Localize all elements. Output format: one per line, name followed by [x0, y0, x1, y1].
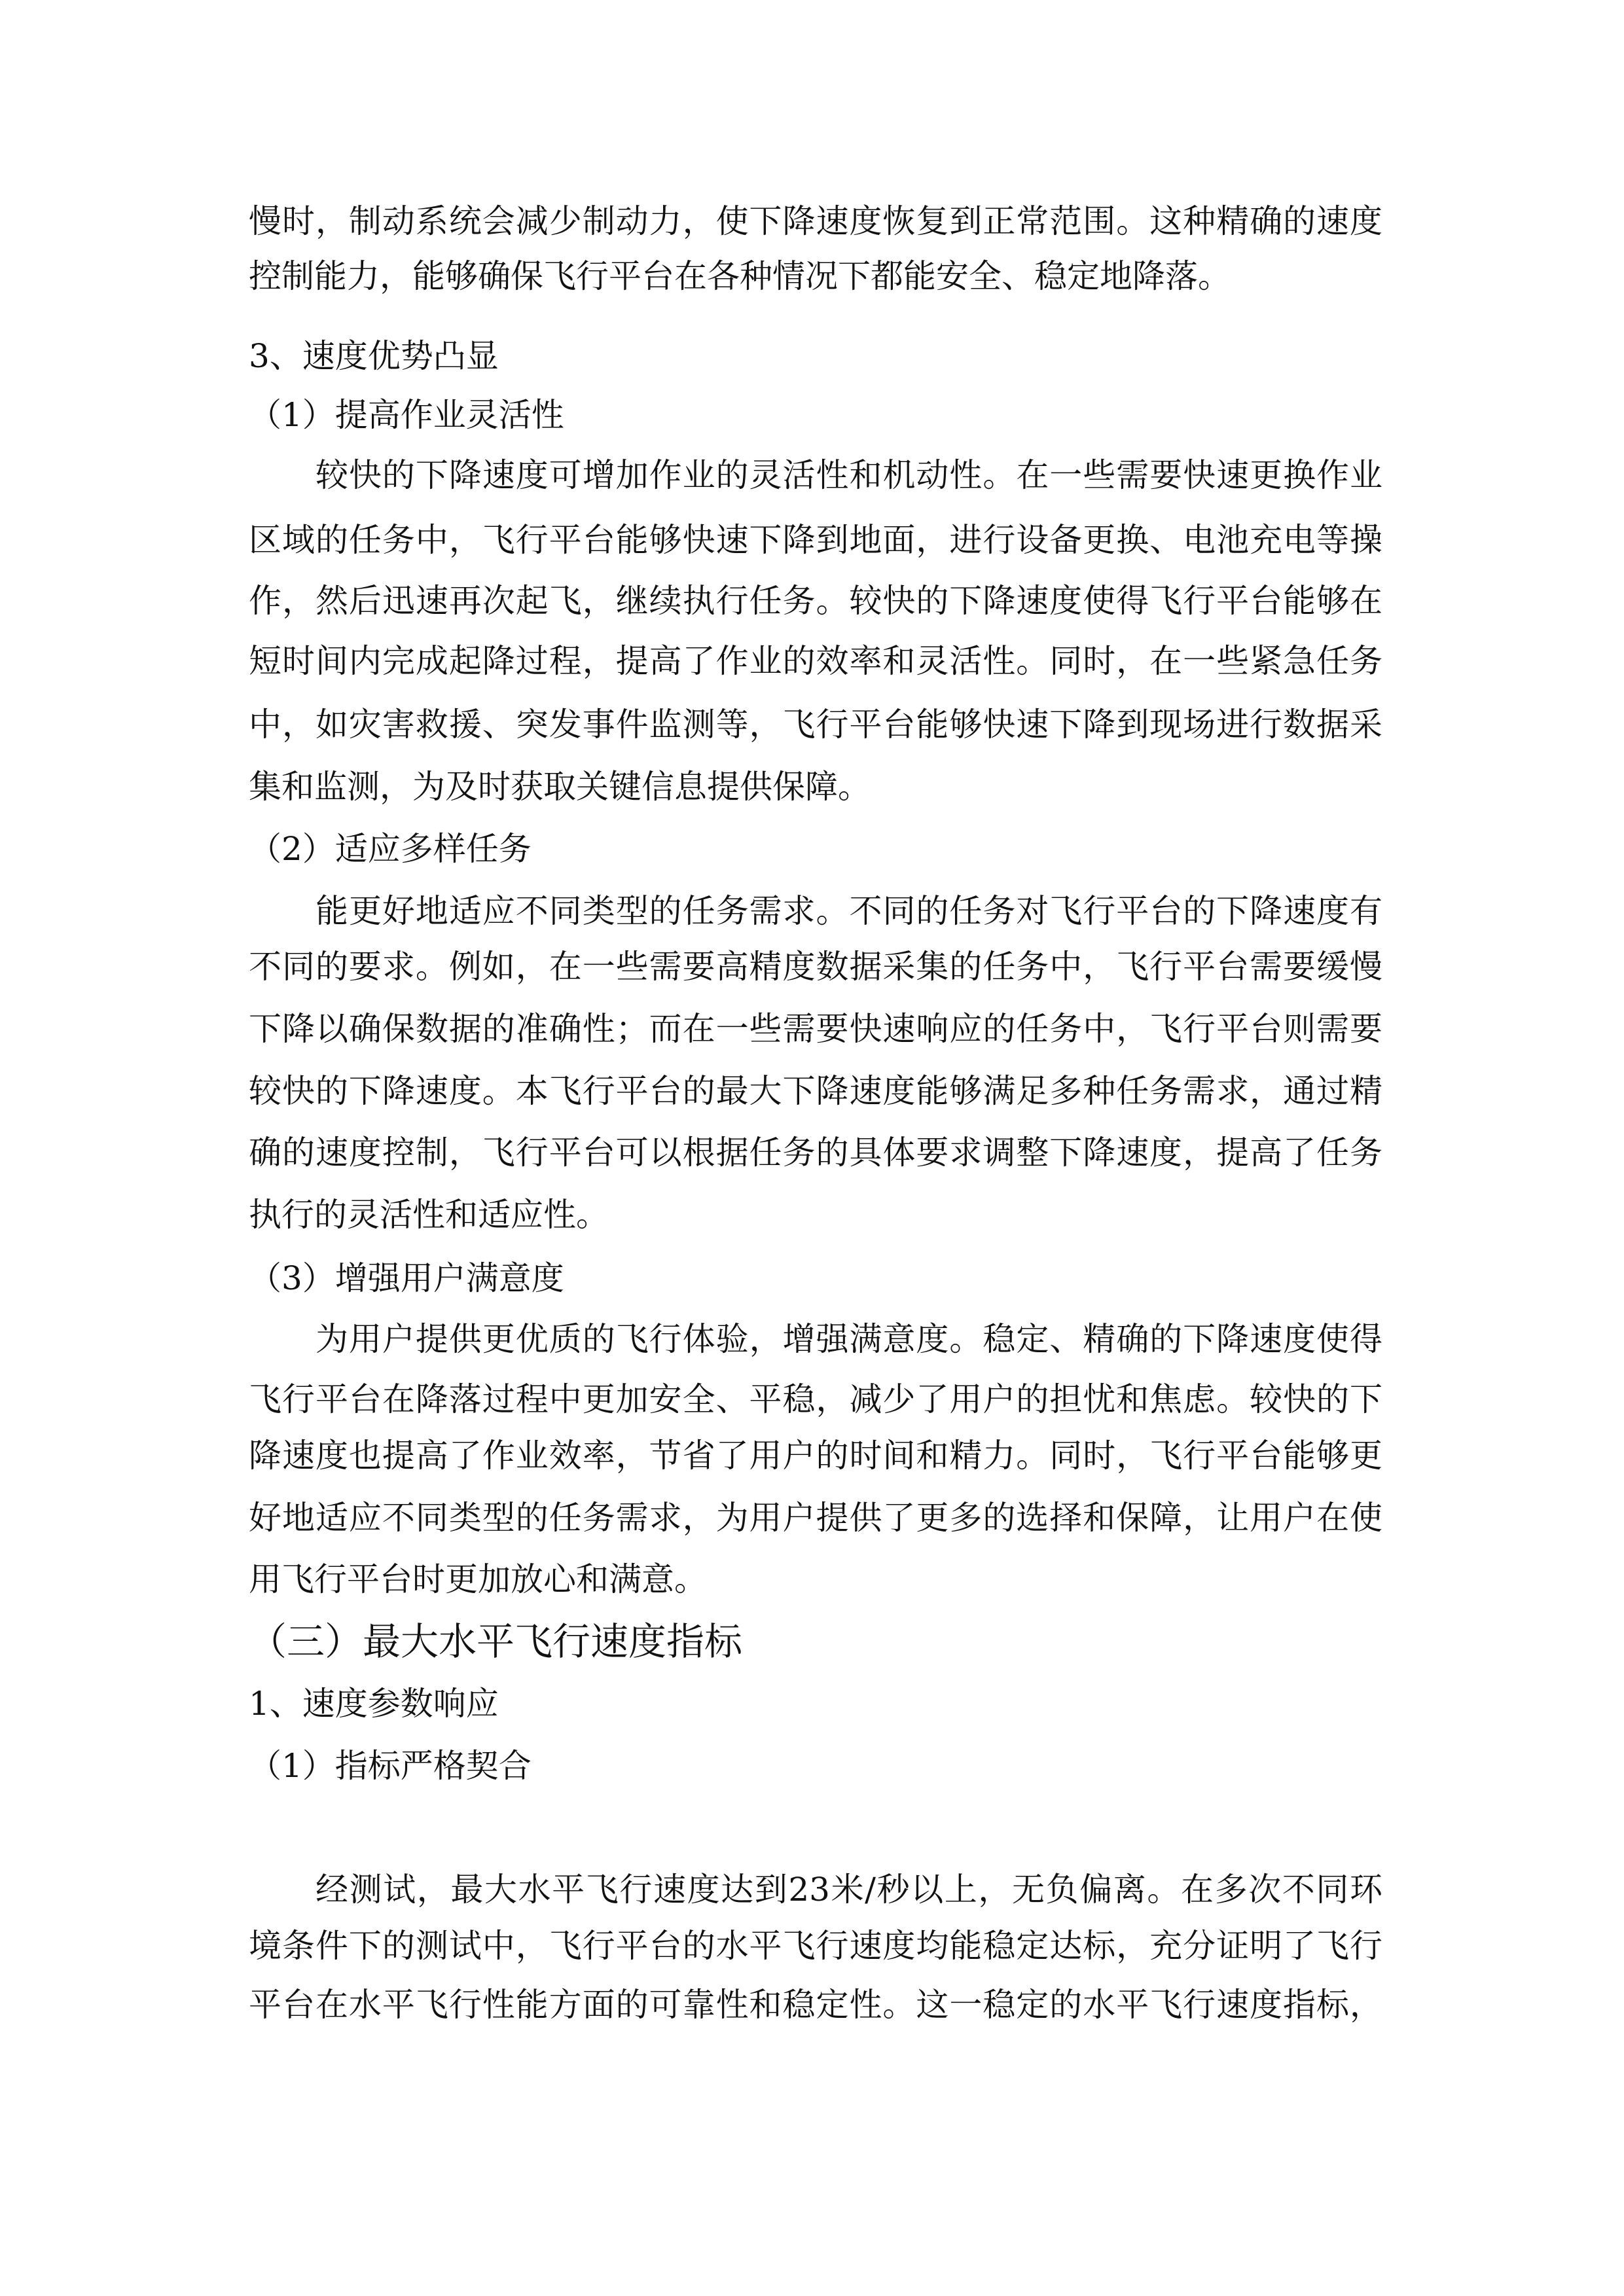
paragraph-line: 不同的要求。例如，在一些需要高精度数据采集的任务中，飞行平台需要缓慢	[249, 948, 1382, 986]
paragraph-line: 执行的灵活性和适应性。	[249, 1196, 609, 1234]
paragraph-line: 为用户提供更优质的飞行体验，增强满意度。稳定、精确的下降速度使得	[316, 1320, 1382, 1358]
paragraph-line: 下降以确保数据的准确性；而在一些需要快速响应的任务中，飞行平台则需要	[249, 1010, 1382, 1048]
paragraph-line: 慢时，制动系统会减少制动力，使下降速度恢复到正常范围。这种精确的速度	[249, 202, 1382, 240]
paragraph-line: 降速度也提高了作业效率，节省了用户的时间和精力。同时，飞行平台能够更	[249, 1437, 1382, 1475]
paragraph-line: 短时间内完成起降过程，提高了作业的效率和灵活性。同时，在一些紧急任务	[249, 642, 1382, 680]
paragraph-line: 较快的下降速度可增加作业的灵活性和机动性。在一些需要快速更换作业	[316, 456, 1382, 494]
subheading: （1）提高作业灵活性	[249, 396, 564, 434]
paragraph-line: 经测试，最大水平飞行速度达到23米/秒以上，无负偏离。在多次不同环	[316, 1871, 1382, 1909]
paragraph-line: 好地适应不同类型的任务需求，为用户提供了更多的选择和保障，让用户在使	[249, 1499, 1382, 1537]
paragraph-line: 集和监测，为及时获取关键信息提供保障。	[249, 768, 871, 806]
section-heading: （三）最大水平飞行速度指标	[249, 1619, 743, 1664]
paragraph-line: 用飞行平台时更加放心和满意。	[249, 1560, 707, 1598]
subheading: 3、速度优势凸显	[249, 337, 499, 375]
paragraph-line: 中，如灾害救援、突发事件监测等，飞行平台能够快速下降到现场进行数据采	[249, 706, 1382, 744]
paragraph-line: 确的速度控制，飞行平台可以根据任务的具体要求调整下降速度，提高了任务	[249, 1134, 1382, 1172]
subheading: 1、速度参数响应	[249, 1685, 499, 1723]
subheading: （1）指标严格契合	[249, 1747, 532, 1785]
paragraph-line: 较快的下降速度。本飞行平台的最大下降速度能够满足多种任务需求，通过精	[249, 1072, 1382, 1110]
subheading: （2）适应多样任务	[249, 830, 532, 868]
paragraph-line: 能更好地适应不同类型的任务需求。不同的任务对飞行平台的下降速度有	[316, 892, 1382, 930]
paragraph-line: 作，然后迅速再次起飞，继续执行任务。较快的下降速度使得飞行平台能够在	[249, 582, 1382, 620]
subheading: （3）增强用户满意度	[249, 1259, 564, 1297]
paragraph-line: 境条件下的测试中，飞行平台的水平飞行速度均能稳定达标，充分证明了飞行	[249, 1927, 1382, 1965]
paragraph-line: 控制能力，能够确保飞行平台在各种情况下都能安全、稳定地降落。	[249, 257, 1231, 295]
paragraph-line: 飞行平台在降落过程中更加安全、平稳，减少了用户的担忧和焦虑。较快的下	[249, 1380, 1382, 1418]
paragraph-line: 区域的任务中，飞行平台能够快速下降到地面，进行设备更换、电池充电等操	[249, 521, 1382, 559]
paragraph-line: 平台在水平飞行性能方面的可靠性和稳定性。这一稳定的水平飞行速度指标，	[249, 1986, 1382, 2024]
